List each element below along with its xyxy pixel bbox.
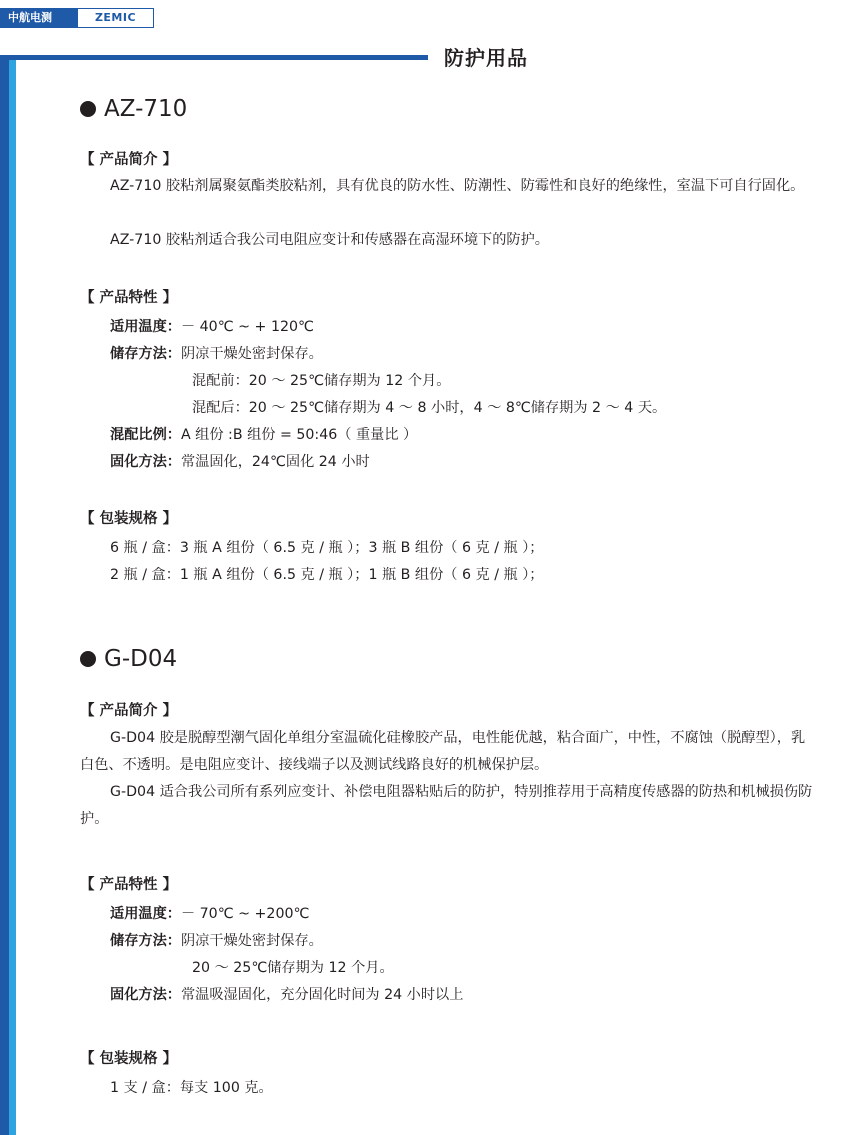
feature-value: － 40℃ ~ + 120℃ <box>180 319 314 335</box>
product-name: AZ-710 <box>104 96 188 122</box>
intro-heading: 【 产品简介 】 <box>80 703 178 719</box>
intro-paragraph: AZ-710 胶粘剂适合我公司电阻应变计和传感器在高湿环境下的防护。 <box>110 232 549 248</box>
feature-label: 适用温度： <box>110 319 181 335</box>
package-line: 6 瓶 / 盒：3 瓶 A 组份（ 6.5 克 / 瓶 ）；3 瓶 B 组份（ 6 克 / 瓶 ）； <box>110 540 544 556</box>
product-name: G-D04 <box>104 646 178 672</box>
feature-cure <box>110 984 463 1004</box>
intro-paragraph: AZ-710 胶粘剂属聚氨酯类胶粘剂，具有优良的防水性、防潮性、防霉性和良好的绝缘性，室温下可自行固化。 <box>110 178 805 194</box>
feature-value: － 70℃ ~ +200℃ <box>180 906 310 922</box>
product-title-az710 <box>80 96 187 122</box>
product-title-gd04 <box>80 646 177 672</box>
feature-temp <box>110 903 309 923</box>
feature-value: 阴凉干燥处密封保存。 <box>180 346 323 362</box>
feature-cure <box>110 451 370 471</box>
features-heading: 【 产品特性 】 <box>80 877 178 893</box>
feature-value: A 组份 :B 组份 = 50:46（ 重量比 ） <box>180 427 418 443</box>
bullet-dot-icon <box>80 651 96 667</box>
feature-value: 阴凉干燥处密封保存。 <box>180 933 323 949</box>
feature-storage <box>110 930 323 950</box>
feature-label: 固化方法： <box>110 454 181 470</box>
left-accent-bar <box>0 55 9 1135</box>
feature-label: 适用温度： <box>110 906 181 922</box>
header-rule <box>0 55 428 60</box>
feature-storage <box>110 343 323 363</box>
package-heading: 【 包装规格 】 <box>80 1051 178 1067</box>
feature-mix <box>110 424 417 444</box>
brand-logo-en: ZEMIC <box>77 8 154 28</box>
intro-paragraph: G-D04 适合我公司所有系列应变计、补偿电阻器粘贴后的防护，特别推荐用于高精度传感器的防热和机械损伤防护。 <box>80 784 813 827</box>
feature-value: 常温固化，24℃固化 24 小时 <box>180 454 370 470</box>
left-accent-bar-light <box>9 60 16 1135</box>
feature-storage-period: 20 ～ 25℃储存期为 12 个月。 <box>192 960 394 976</box>
feature-storage-before: 混配前：20 ～ 25℃储存期为 12 个月。 <box>192 373 451 389</box>
package-heading: 【 包装规格 】 <box>80 511 178 527</box>
section-title: 防护用品 <box>444 46 528 70</box>
feature-label: 混配比例： <box>110 427 181 443</box>
feature-temp <box>110 316 314 336</box>
feature-label: 固化方法： <box>110 987 181 1003</box>
features-heading: 【 产品特性 】 <box>80 290 178 306</box>
feature-storage-after: 混配后：20 ～ 25℃储存期为 4 ～ 8 小时，4 ～ 8℃储存期为 2 ～ 4 天。 <box>192 400 667 416</box>
bullet-dot-icon <box>80 101 96 117</box>
brand-logo-cn: 中航电测 <box>0 8 77 28</box>
feature-value: 常温吸湿固化，充分固化时间为 24 小时以上 <box>180 987 464 1003</box>
package-line: 1 支 / 盒：每支 100 克。 <box>110 1080 273 1096</box>
package-line: 2 瓶 / 盒：1 瓶 A 组份（ 6.5 克 / 瓶 ）；1 瓶 B 组份（ 6 克 / 瓶 ）； <box>110 567 544 583</box>
intro-paragraph: G-D04 胶是脱醇型潮气固化单组分室温硫化硅橡胶产品，电性能优越，粘合面广，中性，不腐蚀（脱醇型），乳白色、不透明。是电阻应变计、接线端子以及测试线路良好的机械保护层。 <box>80 730 806 773</box>
intro-heading: 【 产品简介 】 <box>80 152 178 168</box>
feature-label: 储存方法： <box>110 933 181 949</box>
feature-label: 储存方法： <box>110 346 181 362</box>
